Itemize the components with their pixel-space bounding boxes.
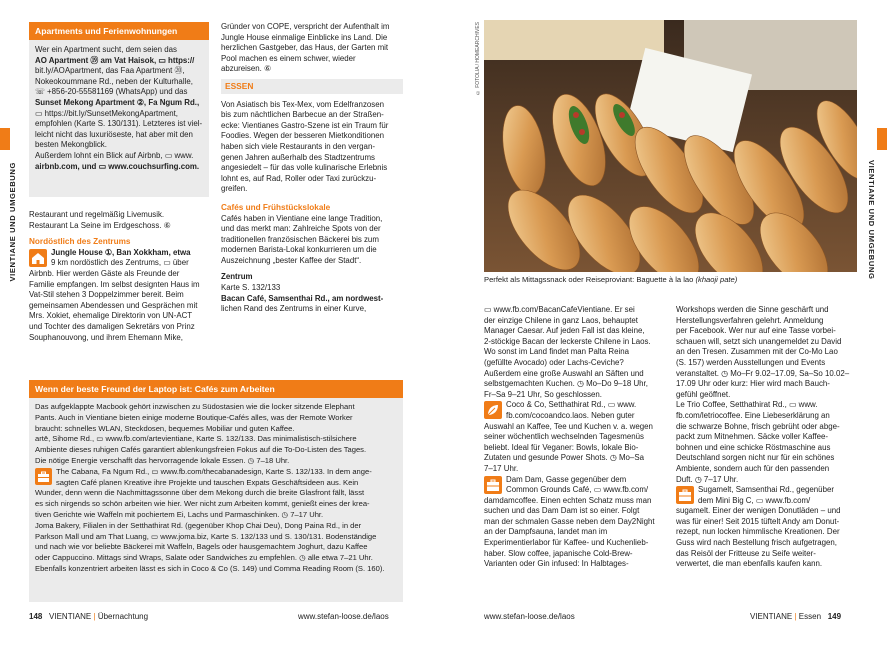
apartments-line: airbnb.com, und ▭ www.couchsurfing.com. — [35, 161, 200, 171]
sugamelt-entry — [676, 485, 858, 570]
text-line: schauen will, setzt sich unangemeldet zu David — [676, 336, 842, 346]
letrio-line: bohnen und eine schicke Röstmaschine aus — [676, 442, 831, 452]
coco-line: beliebt. Ideal für Veganer: Bowls, lokale Bio- — [484, 442, 639, 452]
laptop-line: Joma Bakery, Filialen in der Setthathirat Rd. (gegenüber Khop Chai Deu), Dong Paina Rd., in der — [35, 520, 362, 530]
text-line: modernen Barista-Lokal konkurrieren um die — [221, 245, 377, 255]
damdam-line: man der schmalen Gasse neben dem Day2Night — [484, 516, 655, 526]
jungle-line: Jungle House ①, Ban Xokkham, etwa — [51, 247, 191, 257]
text-line: herzlichen Gastgeber, das Haus, der Garten mit — [221, 43, 389, 53]
text-line: und das merkt man: Zahlreiche Spots von der — [221, 224, 381, 234]
apartments-box — [29, 22, 209, 197]
apartments-line: empfohlen (Karte S. 130/131). Letzteres ist viel- — [35, 119, 203, 129]
coco-line: fb.com/cocoandco.laos. Neben guter — [506, 410, 635, 420]
text-line: an den Tresen. Zusammen mit der Co-Mo Lao — [676, 347, 838, 357]
text-line: Gründer von COPE, verspricht der Aufenthalt im — [221, 22, 390, 31]
caption-italic: (khaoji pate) — [695, 275, 738, 284]
text-line: Jungle House einmalige Einblicke ins Land. Die — [221, 32, 388, 42]
laptop-line: The Cabana, Fa Ngum Rd., ▭ www.fb.com/thecabanadesign, Karte S. 132/133. In dem ange- — [56, 466, 372, 476]
right-column-2 — [676, 305, 858, 570]
coco-line: Zutaten und gesunde Power Shots. ◷ Mo–Sa — [484, 453, 644, 463]
laptop-cafes-box — [29, 380, 403, 602]
apartments-line: Sunset Mekong Apartment ②, Fa Ngum Rd., — [35, 97, 200, 107]
text-line: bis zum nächtlichen Barbecue an der Straßen- — [221, 110, 384, 120]
left-column-2 — [221, 22, 403, 315]
jungle-line: gemeinsamen Abendessen und Gesprächen mit — [29, 300, 198, 310]
apartments-line: bit.ly/AOApartment, das Faa Apartment ⑳, — [35, 66, 185, 76]
damdam-line: Common Grounds Café, ▭ www.fb.com/ — [506, 485, 649, 495]
text-line: Karte S. 132/133 — [221, 283, 281, 293]
damdam-entry — [484, 475, 666, 570]
zentrum-heading: Zentrum — [221, 272, 253, 282]
apartments-line: besten Mekongblick. — [35, 140, 107, 150]
letrio-line: packt zum Mitnehmen. Säcke voller Kaffee- — [676, 432, 829, 442]
text-line: Foodies. Wegen der besseren Mietkonditionen — [221, 131, 385, 141]
left-page — [0, 0, 440, 648]
baguette-photo — [484, 20, 857, 272]
jungle-line: und Tochter des damaligen Sekretärs von Prinz — [29, 321, 195, 331]
jungle-line: Familie empfangen. Im selbst designten Haus im — [29, 279, 200, 289]
laptop-line: und nach wie vor beliebte Bäckerei mit Waffeln, Bagels oder hausgemachtem Joghurt, dazu Kaffee — [35, 542, 368, 552]
text-line: lichen Rand des Zentrums in einer Kurve, — [221, 304, 367, 314]
page-number: 149 — [827, 612, 842, 621]
photo-caption — [484, 275, 737, 284]
cafes-heading: Cafés und Frühstückslokale — [221, 202, 331, 212]
left-column-1 — [29, 210, 211, 343]
briefcase-icon — [484, 476, 502, 494]
text-line: selbstgemachten Kuchen. ◷ Mo–Do 9–18 Uhr, — [484, 379, 648, 389]
coco-line: Coco & Co, Setthathirat Rd., ▭ www. — [506, 400, 637, 410]
coco-line: Auswahl an Kaffee, Tee und Kuchen v. a. wegen — [484, 421, 653, 431]
laptop-line: Ambiente dieses ruhigen Cafés garantiert ablenkungsfreien Fokus auf die To-Do-Listen des Tages. — [35, 445, 367, 455]
apartments-line: ▭ https://bit.ly/SunsetMekongApartment, — [35, 108, 178, 118]
laptop-box-title: Wenn der beste Freund der Laptop ist: Cafés zum Arbeiten — [29, 380, 403, 398]
text-line: ▭ www.fb.com/BacanCafeVientiane. Er sei — [484, 305, 635, 314]
damdam-line: haber. Slow coffee, japanische Cold-Brew- — [484, 548, 633, 558]
text-line: Wo sonst im Land findet man Palta Reina — [484, 347, 630, 357]
coco-line: seiner wöchentlich wechselnden Tagesmenüs — [484, 432, 644, 442]
thumb-tab-marker — [877, 128, 887, 150]
thumb-tab-marker — [0, 128, 10, 150]
caption-text: Perfekt als Mittagssnack oder Reiseproviant: Baguette à la lao — [484, 275, 694, 284]
jungle-line: Souphanouvong, und ihrem Ehemann Mike, — [29, 332, 183, 342]
letrio-line: Ambiente, sondern auch für den passenden — [676, 463, 830, 473]
coco-line: 7–17 Uhr. — [484, 463, 519, 473]
apartments-box-body — [29, 40, 209, 177]
text-line: Fr–Sa 9–21 Uhr, So geschlossen. — [484, 389, 602, 399]
laptop-line: Ebenfalls konzentriert arbeiten lässt es sich in Coco & Co (S. 149) und Comma Reading Room (S. 160). — [35, 563, 385, 573]
coco-entry — [484, 400, 666, 474]
laptop-line: Pants. Auch in Vientiane bieten einige moderne Boutique-Cafés alles, was der Remote Worker — [35, 412, 353, 422]
apartments-line: Wer ein Apartment sucht, dem seien das — [35, 45, 177, 54]
apartments-line: leicht nicht das luxuriöseste, hat aber mit den — [35, 129, 193, 139]
side-running-label: VIENTIANE UND UMGEBUNG — [8, 162, 17, 282]
letrio-line: die schwarze Bohne, frisch gebrüht oder abge- — [676, 421, 840, 431]
laptop-line: Wunder, denn wenn die Nachmittagssonne über dem Mekong durch die breite Glasfront fällt, lässt — [35, 488, 365, 498]
sugamelt-line: dem Mini Big C, ▭ www.fb.com/ — [698, 495, 811, 505]
leaf-icon — [484, 401, 502, 419]
text-line: Außerdem eine große Auswahl an Säften und — [484, 368, 644, 378]
text-line: Bacan Café, Samsenthai Rd., am nordwest- — [221, 293, 384, 303]
jungle-line: Airbnb. Hier werden Gäste als Freunde der — [29, 268, 180, 278]
laptop-line: tiven Gerichte wie Waffeln mit pochiertem Ei, Lachs und Parmaschinken. ◷ 7–17 Uhr. — [35, 509, 324, 519]
laptop-line: es sich nirgends so schön arbeiten wie hier. Wer nicht zum Arbeiten kommt, genießt eines der krea- — [35, 499, 370, 509]
laptop-line: Parkson Mall und am That Luang, ▭ www.joma.biz, Karte S. 132/133 und S. 130/131. Bodenständige — [35, 531, 377, 541]
cabana-entry — [35, 467, 397, 489]
text-line: (S. 157) werden Ausstellungen und Events — [676, 357, 826, 367]
text-line: greifen. — [221, 184, 248, 194]
laptop-line: sagten Café planen Kreative ihre Projekte und tauschen Expats Geschäftsideen aus. Kein — [56, 477, 359, 487]
sugamelt-line: was für einer! Seit 2015 tüftelt Andy am Donut- — [676, 516, 840, 526]
letrio-line: fb.com/letriocoffee. Eine Liebeserklärung an — [676, 410, 830, 420]
house-icon — [29, 249, 47, 267]
apartments-box-title: Apartments und Ferienwohnungen — [29, 22, 209, 40]
page-number: 148 — [29, 612, 43, 621]
briefcase-icon — [35, 468, 52, 485]
damdam-line: an der Dampfsauna, landet man im — [484, 527, 608, 537]
jungle-line: Mrs. Xokiet, ehemalige Direktorin von UN-ACT — [29, 311, 193, 321]
text-line: Workshops werden die Sinne geschärft und — [676, 305, 829, 314]
footer-separator: | — [794, 612, 797, 621]
text-line: Manager Caesar. Auf jeden Fall ist das kleine, — [484, 326, 645, 336]
text-line: abzureisen. ⑥ — [221, 64, 272, 74]
right-page — [444, 0, 887, 648]
sugamelt-line: verwertet, die man ebenfalls kaufen kann. — [676, 559, 823, 569]
laptop-box-body — [29, 398, 403, 580]
damdam-line: damdamcoffee. Einen echten Schatz muss man — [484, 495, 652, 505]
baguette-illustration — [484, 20, 857, 272]
text-line: genen Jahren außerhalb des Stadtzentrums — [221, 152, 375, 162]
text-line: Pool machen es einem schwer, wieder — [221, 53, 356, 63]
sugamelt-line: Guss wird nach Bestellung frisch aufgetragen, — [676, 538, 837, 548]
briefcase-icon — [676, 486, 694, 504]
footer-separator: | — [93, 612, 96, 621]
laptop-line: Die nötige Energie verschafft das hervorragende lokale Essen. ◷ 7–18 Uhr. — [35, 455, 290, 465]
footer-subsection: Essen — [798, 612, 822, 621]
letrio-line: Duft. ◷ 7–17 Uhr. — [676, 474, 739, 484]
sugamelt-line: Sugamelt, Samsenthai Rd., gegenüber — [698, 485, 834, 495]
apartments-line: Nokeokoummane Rd., neben der Kulturhalle, — [35, 76, 193, 86]
sugamelt-line: sugamelt. Einer der wenigen Donutläden – und — [676, 506, 841, 516]
text-line: gefühl geöffnet. — [676, 389, 731, 399]
damdam-line: suchen und das Dam Dam ist so einer. Folgt — [484, 506, 640, 516]
jungle-line: 9 km nordöstlich des Zentrums, ▭ über — [51, 258, 189, 268]
right-column-1 — [484, 305, 666, 570]
footer-subsection: Übernachtung — [97, 612, 149, 621]
text-line: Cafés haben in Vientiane eine lange Tradition, — [221, 213, 383, 223]
apartments-line: Außerdem lohnt ein Blick auf Airbnb, ▭ www. — [35, 150, 194, 160]
text-line: veranstaltet. ◷ Mo–Fr 9.02–17.09, Sa–So 10.02– — [676, 368, 850, 378]
laptop-line: oder Cappuccino. Mittags sind Wraps, Salate oder Sandwiches zu empfehlen. ◷ alle etwa 7–21 Uhr. — [35, 553, 373, 563]
apartments-line: ☏ +856-20-55581169 (WhatsApp) und das — [35, 87, 188, 97]
side-running-label: VIENTIANE UND UMGEBUNG — [867, 160, 876, 280]
text-line: Restaurant La Seine im Erdgeschoss. ⑥ — [29, 220, 171, 230]
text-line: haben sich viele Restaurants in den vergan- — [221, 141, 375, 151]
footer-url[interactable]: www.stefan-loose.de/laos — [298, 612, 389, 621]
sugamelt-line: rezept, nun locken himmlische Kreationen. Der — [676, 527, 840, 537]
text-line: lohnt es, auf Rad, Roller oder Taxi zurückzu- — [221, 173, 377, 183]
laptop-line: braucht: schnelles WLAN, Steckdosen, bequemes Mobiliar und guten Kaffee. — [35, 423, 295, 433]
left-footer — [29, 612, 148, 621]
right-footer — [750, 612, 841, 621]
text-line: 2-stöckige Bacan der leckerste Chilene in Laos. — [484, 336, 651, 346]
text-line: Restaurant und regelmäßig Livemusik. — [29, 210, 165, 219]
jungle-house-entry — [29, 248, 211, 343]
text-line: angesiedelt – für das volle kulinarische Erlebnis — [221, 163, 388, 173]
damdam-line: Experimentierlabor für Kaffee- und Kuchenlieb- — [484, 538, 649, 548]
text-line: per Facebook. Wer nur auf eine Tasse vorbei- — [676, 326, 836, 336]
photo-credit: © FOTOLIA / HOMEARCHIVES — [475, 22, 481, 96]
text-line: 17.09 Uhr oder kurz: Hier wird mach Bauch- — [676, 379, 830, 389]
text-line: (gefüllte Avocado) oder Lachs-Ceviche? — [484, 357, 624, 367]
footer-section: VIENTIANE — [750, 612, 793, 621]
text-line: der einzige Chilene in ganz Laos, behauptet — [484, 315, 638, 325]
jungle-line: Vat-Stil stehen 3 Doppelzimmer bereit. Beim — [29, 290, 184, 300]
nordoestlich-heading: Nordöstlich des Zentrums — [29, 237, 131, 247]
text-line: Herstellungsverfahren gelehrt. Anmeldung — [676, 315, 824, 325]
letrio-line: Deutschland sorgen nicht nur für ein schönes — [676, 453, 835, 463]
footer-section: VIENTIANE — [49, 612, 92, 621]
sugamelt-line: das Reisöl der Fritteuse zu Seife weiter- — [676, 548, 816, 558]
text-line: Von Asiatisch bis Tex-Mex, vom Edelfranzosen — [221, 99, 385, 109]
essen-heading: ESSEN — [221, 79, 403, 94]
apartments-line: AO Apartment ⑲ am Vat Haisok, ▭ https:// — [35, 55, 195, 65]
laptop-line: Das aufgeklappte Macbook gehört inzwischen zu Südostasien wie die locker sitzende Elephant — [35, 402, 355, 411]
text-line: traditionellen französischen Bäckerei bis zum — [221, 234, 379, 244]
footer-url[interactable]: www.stefan-loose.de/laos — [484, 612, 575, 621]
letrio-line: Le Trio Coffee, Setthathirat Rd., ▭ www. — [676, 400, 818, 410]
text-line: Auszeichnung „bester Kaffee der Stadt“. — [221, 255, 362, 265]
laptop-line: artē, Sihome Rd., ▭ www.fb.com/artevientiane, Karte S. 132/133. Das minimalistisch-stilsichere — [35, 434, 357, 444]
damdam-line: Varianten oder Gin infused: In Halbtages- — [484, 559, 629, 569]
text-line: ecke: Vientianes Gastro-Szene ist ein Traum für — [221, 120, 389, 130]
damdam-line: Dam Dam, Gasse gegenüber dem — [506, 474, 627, 484]
